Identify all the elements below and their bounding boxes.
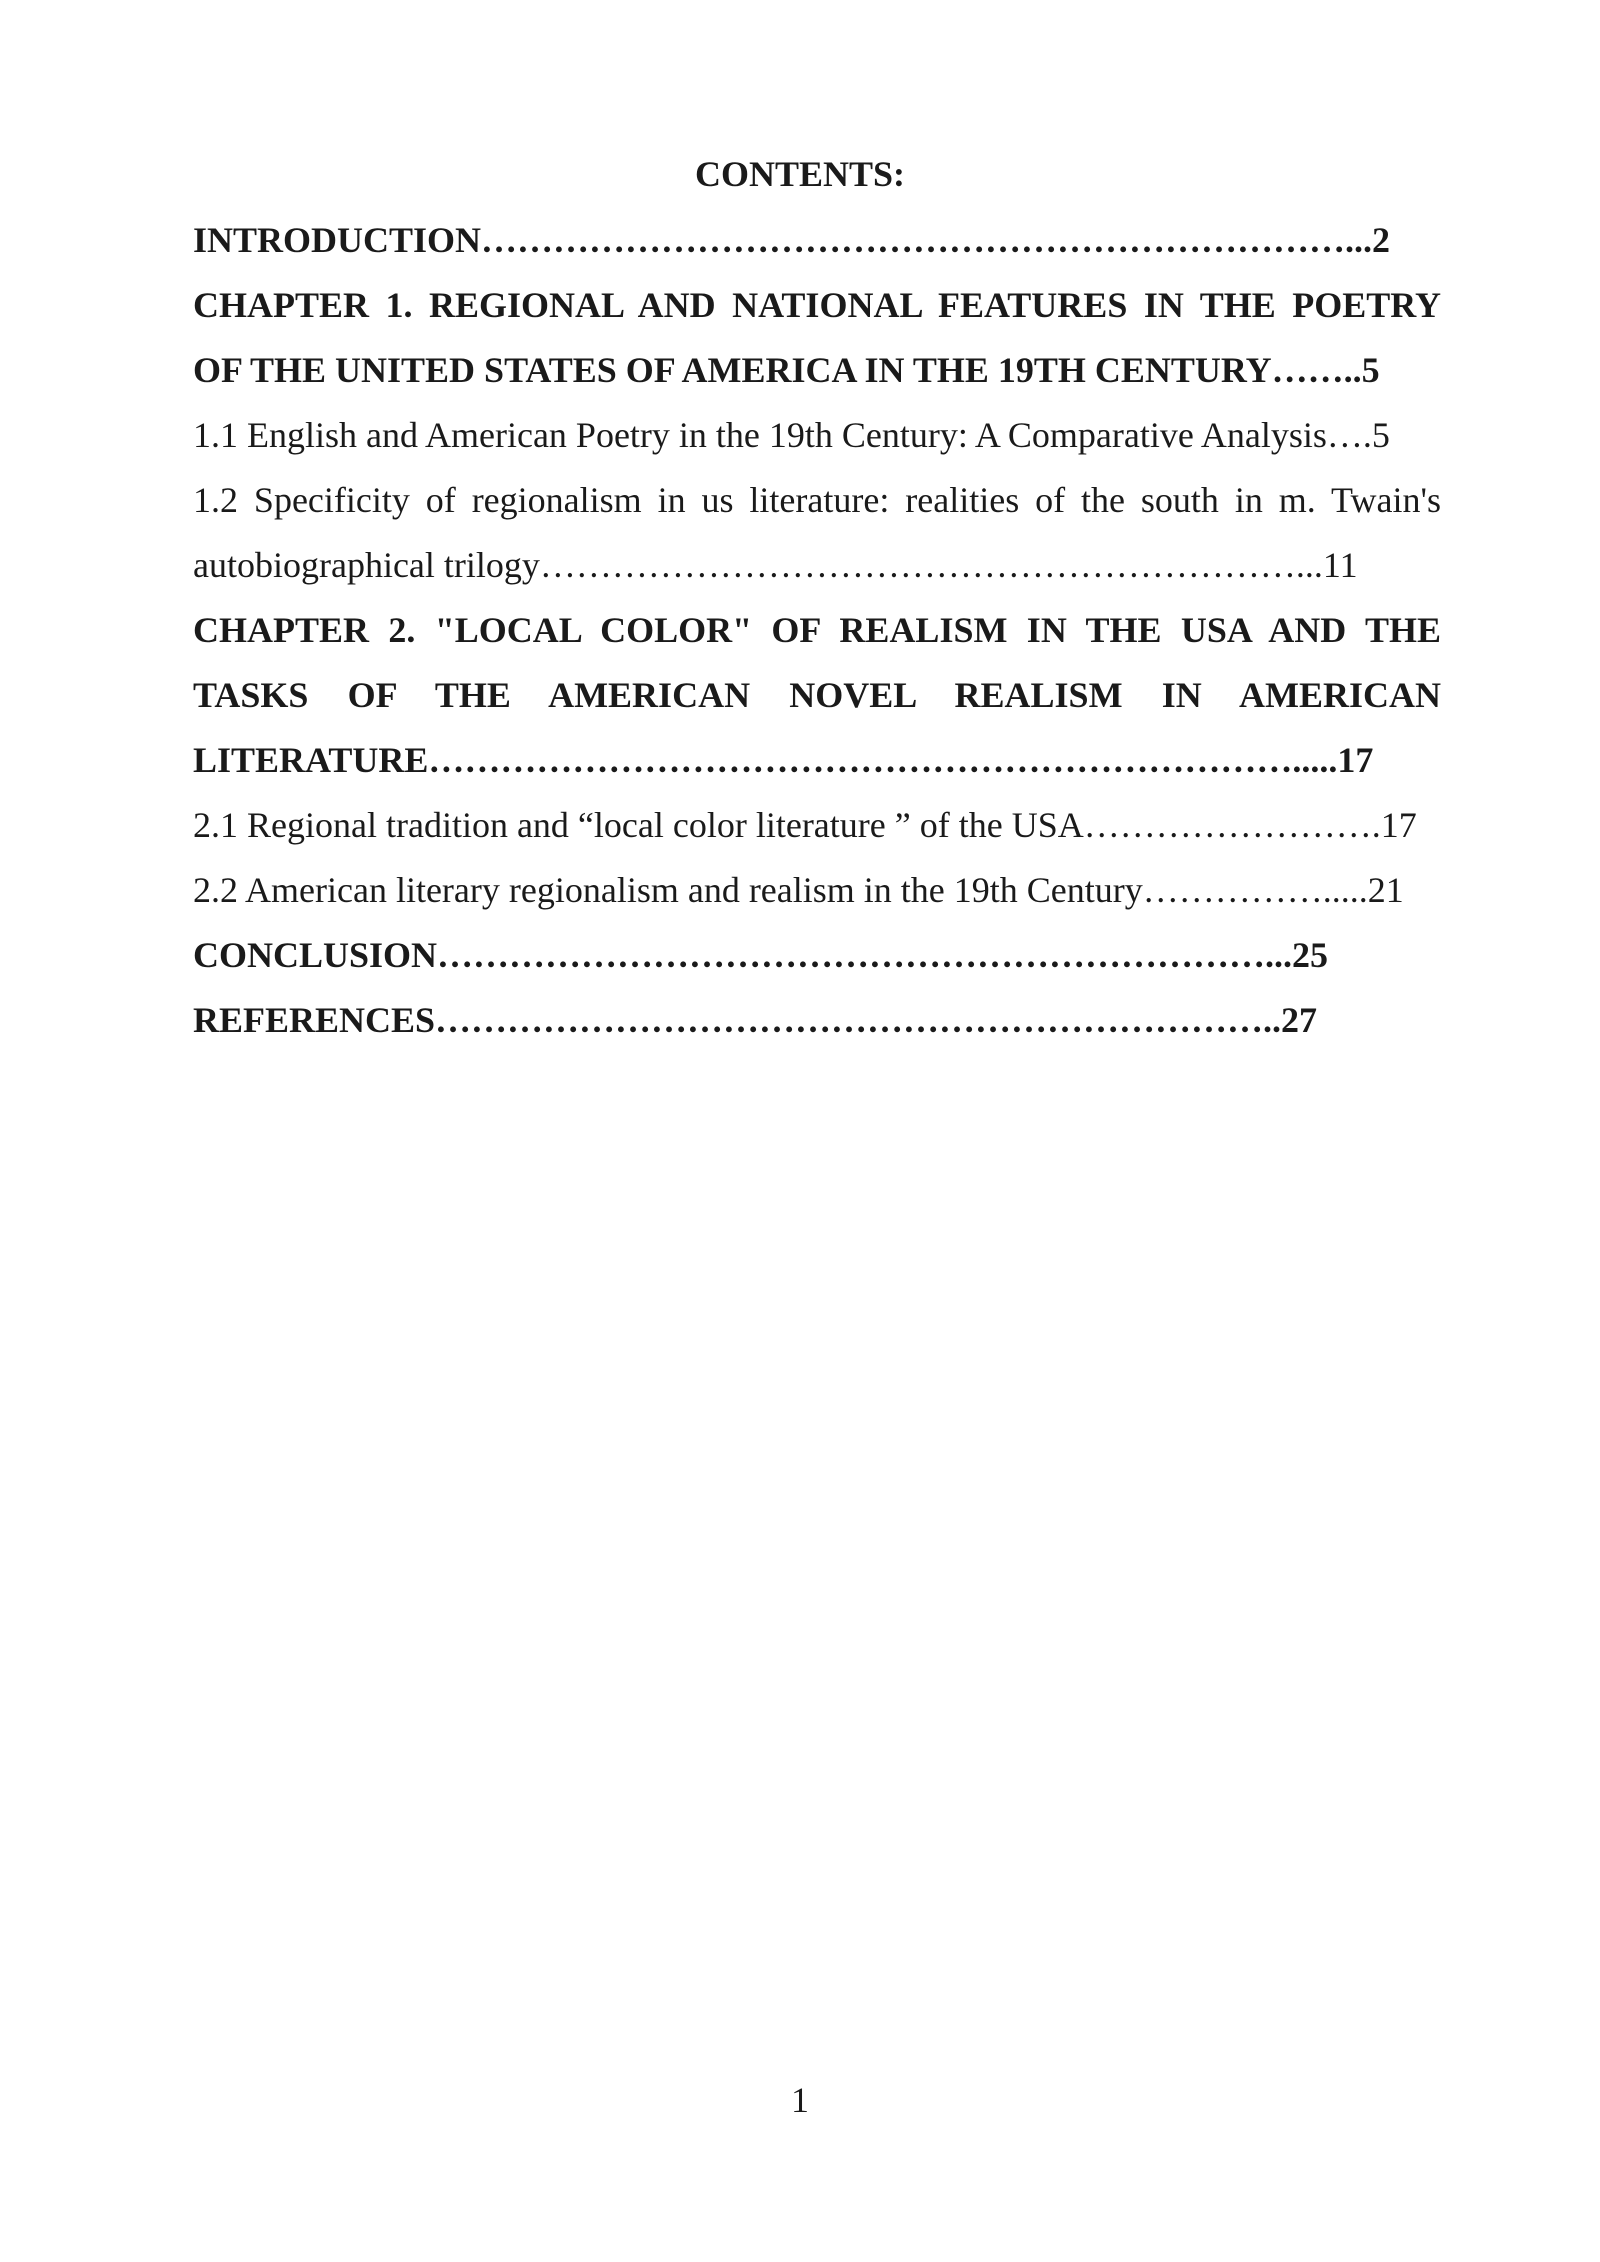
toc-entry-chapter-1-line-1: CHAPTER 1. REGIONAL AND NATIONAL FEATURES IN THE POETRY [193, 285, 1441, 325]
toc-entry-introduction: INTRODUCTION………………………………………………………………...2 [193, 220, 1391, 260]
toc-entry-section-1-2-line-2: autobiographical trilogy………………………………………………………...11 [193, 545, 1358, 585]
toc-entry-chapter-2-line-3: LITERATURE……………………………………………………………….....17 [193, 740, 1374, 780]
toc-entry-chapter-2-line-2: TASKS OF THE AMERICAN NOVEL REALISM IN AMERICAN [193, 675, 1441, 715]
toc-entry-section-2-2: 2.2 American literary regionalism and realism in the 19th Century…………….....21 [193, 870, 1404, 910]
toc-entry-section-1-2-line-1: 1.2 Specificity of regionalism in us literature: realities of the south in m. Twain's [193, 480, 1441, 520]
toc-entry-chapter-2-line-1: CHAPTER 2. "LOCAL COLOR" OF REALISM IN THE USA AND THE [193, 610, 1441, 650]
toc-entry-chapter-1-line-2: OF THE UNITED STATES OF AMERICA IN THE 19TH CENTURY……..5 [193, 350, 1380, 390]
page-number: 1 [791, 2080, 809, 2120]
contents-heading: CONTENTS: [694, 154, 906, 194]
toc-entry-conclusion: CONCLUSION……………………………………………………………...25 [193, 935, 1329, 975]
toc-entry-section-2-1: 2.1 Regional tradition and “local color literature ” of the USA…………………….17 [193, 805, 1417, 845]
table-of-contents [193, 208, 1441, 1053]
toc-entry-references: REFERENCES……………………………………………………………..27 [193, 1000, 1318, 1040]
toc-entry-section-1-1: 1.1 English and American Poetry in the 19th Century: A Comparative Analysis….5 [193, 415, 1390, 455]
